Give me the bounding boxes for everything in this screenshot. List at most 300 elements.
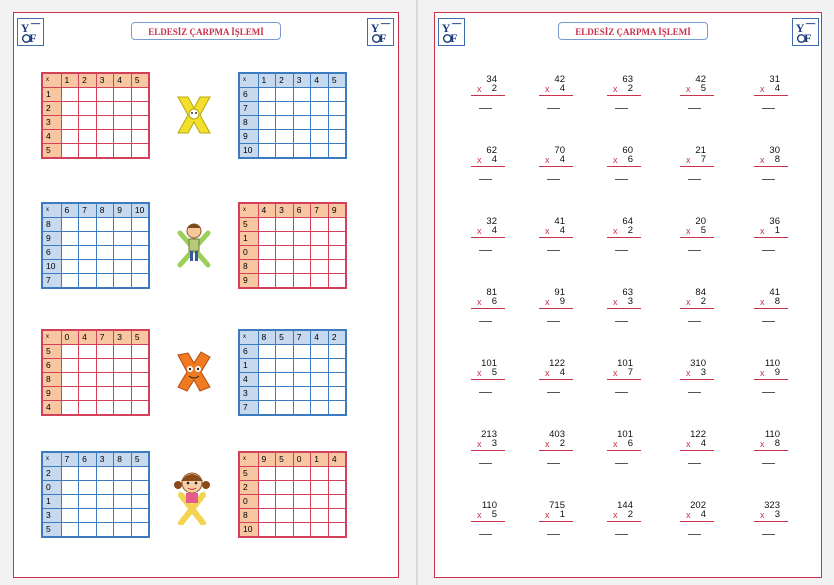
grid-answer-cell[interactable] <box>293 523 311 538</box>
grid-answer-cell[interactable] <box>61 88 79 102</box>
grid-answer-cell[interactable] <box>114 373 132 387</box>
multiply-sign: x <box>760 510 765 520</box>
grid-answer-cell[interactable] <box>79 102 97 116</box>
multiplicand: 34 <box>486 74 497 85</box>
grid-answer-cell[interactable] <box>328 116 346 130</box>
grid-answer-cell[interactable] <box>131 509 149 523</box>
grid-answer-cell[interactable] <box>131 467 149 481</box>
grid-answer-cell[interactable] <box>96 88 114 102</box>
grid-answer-cell[interactable] <box>61 373 79 387</box>
grid-answer-cell[interactable] <box>131 373 149 387</box>
grid-answer-cell[interactable] <box>328 401 346 416</box>
grid-row-header: 5 <box>239 218 258 232</box>
problem-line <box>471 83 505 96</box>
grid-answer-cell[interactable] <box>311 509 329 523</box>
grid-answer-cell[interactable] <box>293 260 311 274</box>
grid-column-header: 7 <box>311 203 329 218</box>
grid-answer-cell[interactable] <box>61 144 79 159</box>
grid-answer-cell[interactable] <box>61 387 79 401</box>
grid-answer-cell[interactable] <box>328 523 346 538</box>
grid-answer-cell[interactable] <box>131 481 149 495</box>
grid-answer-cell[interactable] <box>276 88 294 102</box>
grid-answer-cell[interactable] <box>114 274 132 289</box>
grid-answer-cell[interactable] <box>293 467 311 481</box>
grid-answer-cell[interactable] <box>61 218 79 232</box>
grid-column-header: 3 <box>96 73 114 88</box>
multiplier: 3 <box>491 438 497 449</box>
grid-answer-cell[interactable] <box>276 102 294 116</box>
grid-answer-cell[interactable] <box>61 116 79 130</box>
multiplication-problem <box>674 429 714 473</box>
grid-answer-cell[interactable] <box>79 359 97 373</box>
grid-answer-cell[interactable] <box>61 260 79 274</box>
answer-blank[interactable] <box>615 179 628 180</box>
grid-answer-cell[interactable] <box>311 495 329 509</box>
grid-answer-cell[interactable] <box>328 144 346 159</box>
answer-blank[interactable] <box>479 463 492 464</box>
problem-line <box>607 296 641 309</box>
grid-answer-cell[interactable] <box>114 88 132 102</box>
multiply-sign: x <box>477 439 482 449</box>
grid-answer-cell[interactable] <box>79 345 97 359</box>
grid-answer-cell[interactable] <box>276 260 294 274</box>
grid-answer-cell[interactable] <box>258 116 276 130</box>
grid-answer-cell[interactable] <box>96 467 114 481</box>
answer-blank[interactable] <box>688 179 701 180</box>
grid-answer-cell[interactable] <box>293 144 311 159</box>
answer-blank[interactable] <box>479 321 492 322</box>
svg-text:Y: Y <box>795 21 805 35</box>
grid-answer-cell[interactable] <box>131 130 149 144</box>
grid-answer-cell[interactable] <box>276 523 294 538</box>
grid-column-header: 3 <box>114 330 132 345</box>
answer-blank[interactable] <box>762 108 775 109</box>
problem-line <box>471 154 505 167</box>
grid-answer-cell[interactable] <box>328 130 346 144</box>
grid-answer-cell[interactable] <box>131 232 149 246</box>
grid-answer-cell[interactable] <box>258 144 276 159</box>
grid-answer-cell[interactable] <box>61 274 79 289</box>
answer-blank[interactable] <box>547 534 560 535</box>
grid-answer-cell[interactable] <box>79 481 97 495</box>
grid-column-header: 7 <box>79 203 97 218</box>
grid-answer-cell[interactable] <box>258 387 276 401</box>
answer-blank[interactable] <box>688 392 701 393</box>
grid-answer-cell[interactable] <box>79 387 97 401</box>
grid-column-header: 4 <box>114 73 132 88</box>
grid-row-header: 3 <box>42 116 61 130</box>
answer-blank[interactable] <box>762 534 775 535</box>
grid-answer-cell[interactable] <box>328 495 346 509</box>
grid-answer-cell[interactable] <box>79 260 97 274</box>
multiplication-problem <box>533 145 573 189</box>
answer-blank[interactable] <box>762 321 775 322</box>
multiplier: 1 <box>559 509 565 520</box>
grid-answer-cell[interactable] <box>293 130 311 144</box>
answer-blank[interactable] <box>547 463 560 464</box>
grid-answer-cell[interactable] <box>114 130 132 144</box>
grid-answer-cell[interactable] <box>276 373 294 387</box>
grid-answer-cell[interactable] <box>276 218 294 232</box>
grid-answer-cell[interactable] <box>131 246 149 260</box>
grid-answer-cell[interactable] <box>79 401 97 416</box>
grid-answer-cell[interactable] <box>96 116 114 130</box>
grid-answer-cell[interactable] <box>114 359 132 373</box>
grid-answer-cell[interactable] <box>114 218 132 232</box>
multiplication-problem <box>465 287 505 331</box>
grid-answer-cell[interactable] <box>258 523 276 538</box>
grid-answer-cell[interactable] <box>276 246 294 260</box>
grid-answer-cell[interactable] <box>96 359 114 373</box>
multiply-sign: x <box>760 84 765 94</box>
grid-answer-cell[interactable] <box>96 232 114 246</box>
grid-answer-cell[interactable] <box>311 260 329 274</box>
multiplier: 3 <box>700 367 706 378</box>
answer-blank[interactable] <box>762 463 775 464</box>
grid-answer-cell[interactable] <box>96 509 114 523</box>
answer-blank[interactable] <box>547 250 560 251</box>
grid-answer-cell[interactable] <box>258 88 276 102</box>
problem-line <box>680 367 714 380</box>
grid-answer-cell[interactable] <box>61 130 79 144</box>
grid-column-header: 8 <box>258 330 276 345</box>
grid-answer-cell[interactable] <box>293 387 311 401</box>
multiplier: 1 <box>774 225 780 236</box>
answer-blank[interactable] <box>615 392 628 393</box>
grid-answer-cell[interactable] <box>96 495 114 509</box>
grid-answer-cell[interactable] <box>96 102 114 116</box>
grid-row-header: 5 <box>239 467 258 481</box>
grid-answer-cell[interactable] <box>114 401 132 416</box>
grid-corner-symbol: x <box>239 330 258 345</box>
grid-answer-cell[interactable] <box>79 116 97 130</box>
grid-answer-cell[interactable] <box>131 88 149 102</box>
grid-answer-cell[interactable] <box>96 260 114 274</box>
grid-answer-cell[interactable] <box>293 102 311 116</box>
grid-answer-cell[interactable] <box>276 509 294 523</box>
answer-blank[interactable] <box>615 321 628 322</box>
grid-answer-cell[interactable] <box>276 232 294 246</box>
grid-answer-cell[interactable] <box>96 373 114 387</box>
multiplication-grid <box>238 329 347 416</box>
grid-answer-cell[interactable] <box>276 345 294 359</box>
grid-answer-cell[interactable] <box>311 130 329 144</box>
grid-answer-cell[interactable] <box>311 88 329 102</box>
answer-blank[interactable] <box>479 250 492 251</box>
grid-answer-cell[interactable] <box>276 481 294 495</box>
grid-answer-cell[interactable] <box>276 116 294 130</box>
grid-answer-cell[interactable] <box>79 144 97 159</box>
answer-blank[interactable] <box>547 179 560 180</box>
grid-answer-cell[interactable] <box>311 102 329 116</box>
grid-answer-cell[interactable] <box>114 102 132 116</box>
grid-answer-cell[interactable] <box>311 144 329 159</box>
grid-answer-cell[interactable] <box>276 467 294 481</box>
grid-row-header: 5 <box>42 523 61 538</box>
grid-answer-cell[interactable] <box>61 401 79 416</box>
grid-answer-cell[interactable] <box>311 481 329 495</box>
grid-answer-cell[interactable] <box>131 345 149 359</box>
grid-answer-cell[interactable] <box>131 274 149 289</box>
multiplicand: 31 <box>769 74 780 85</box>
grid-answer-cell[interactable] <box>311 373 329 387</box>
grid-answer-cell[interactable] <box>276 144 294 159</box>
answer-blank[interactable] <box>762 250 775 251</box>
grid-answer-cell[interactable] <box>258 401 276 416</box>
grid-answer-cell[interactable] <box>114 481 132 495</box>
answer-blank[interactable] <box>762 179 775 180</box>
grid-answer-cell[interactable] <box>293 495 311 509</box>
grid-answer-cell[interactable] <box>311 218 329 232</box>
grid-answer-cell[interactable] <box>114 116 132 130</box>
grid-answer-cell[interactable] <box>79 218 97 232</box>
grid-answer-cell[interactable] <box>293 345 311 359</box>
grid-answer-cell[interactable] <box>276 495 294 509</box>
grid-answer-cell[interactable] <box>311 232 329 246</box>
grid-answer-cell[interactable] <box>114 523 132 538</box>
grid-answer-cell[interactable] <box>61 345 79 359</box>
grid-answer-cell[interactable] <box>61 509 79 523</box>
grid-answer-cell[interactable] <box>114 467 132 481</box>
grid-answer-cell[interactable] <box>79 274 97 289</box>
problem-line <box>754 509 788 522</box>
answer-blank[interactable] <box>547 108 560 109</box>
grid-answer-cell[interactable] <box>311 116 329 130</box>
grid-answer-cell[interactable] <box>258 102 276 116</box>
grid-answer-cell[interactable] <box>114 495 132 509</box>
answer-blank[interactable] <box>479 179 492 180</box>
grid-answer-cell[interactable] <box>79 509 97 523</box>
grid-answer-cell[interactable] <box>328 373 346 387</box>
grid-answer-cell[interactable] <box>131 102 149 116</box>
multiplicand: 202 <box>690 500 706 511</box>
answer-blank[interactable] <box>615 250 628 251</box>
grid-answer-cell[interactable] <box>79 130 97 144</box>
grid-answer-cell[interactable] <box>61 523 79 538</box>
grid-row-header: 0 <box>239 495 258 509</box>
grid-answer-cell[interactable] <box>131 523 149 538</box>
grid-answer-cell[interactable] <box>114 387 132 401</box>
grid-answer-cell[interactable] <box>114 144 132 159</box>
grid-answer-cell[interactable] <box>311 387 329 401</box>
grid-column-header: 5 <box>131 452 149 467</box>
grid-answer-cell[interactable] <box>258 467 276 481</box>
grid-answer-cell[interactable] <box>131 144 149 159</box>
grid-answer-cell[interactable] <box>276 274 294 289</box>
grid-answer-cell[interactable] <box>258 218 276 232</box>
grid-answer-cell[interactable] <box>61 246 79 260</box>
grid-answer-cell[interactable] <box>328 359 346 373</box>
multiplication-problem <box>465 429 505 473</box>
answer-blank[interactable] <box>688 108 701 109</box>
multiplier: 2 <box>627 509 633 520</box>
grid-answer-cell[interactable] <box>293 274 311 289</box>
grid-answer-cell[interactable] <box>258 495 276 509</box>
grid-row-header: 3 <box>42 509 61 523</box>
grid-answer-cell[interactable] <box>328 232 346 246</box>
grid-answer-cell[interactable] <box>276 130 294 144</box>
multiplicand: 42 <box>695 74 706 85</box>
answer-blank[interactable] <box>688 321 701 322</box>
grid-answer-cell[interactable] <box>114 246 132 260</box>
multiplier: 9 <box>774 367 780 378</box>
logo-icon <box>17 18 44 46</box>
grid-answer-cell[interactable] <box>328 88 346 102</box>
answer-blank[interactable] <box>688 250 701 251</box>
grid-column-header: 9 <box>258 452 276 467</box>
grid-answer-cell[interactable] <box>96 218 114 232</box>
grid-answer-cell[interactable] <box>311 523 329 538</box>
multiply-sign: x <box>613 84 618 94</box>
grid-answer-cell[interactable] <box>311 246 329 260</box>
problem-line <box>607 438 641 451</box>
grid-column-header: 8 <box>114 452 132 467</box>
grid-answer-cell[interactable] <box>276 359 294 373</box>
grid-answer-cell[interactable] <box>276 401 294 416</box>
grid-answer-cell[interactable] <box>114 509 132 523</box>
grid-answer-cell[interactable] <box>96 130 114 144</box>
answer-blank[interactable] <box>479 108 492 109</box>
answer-blank[interactable] <box>479 534 492 535</box>
answer-blank[interactable] <box>615 108 628 109</box>
problem-line <box>754 438 788 451</box>
grid-answer-cell[interactable] <box>293 401 311 416</box>
grid-answer-cell[interactable] <box>96 274 114 289</box>
grid-answer-cell[interactable] <box>79 373 97 387</box>
logo-icon <box>438 18 465 46</box>
grid-answer-cell[interactable] <box>258 246 276 260</box>
grid-answer-cell[interactable] <box>258 232 276 246</box>
grid-answer-cell[interactable] <box>311 467 329 481</box>
grid-answer-cell[interactable] <box>79 523 97 538</box>
grid-answer-cell[interactable] <box>96 387 114 401</box>
grid-answer-cell[interactable] <box>293 232 311 246</box>
multiplicand: 36 <box>769 216 780 227</box>
grid-answer-cell[interactable] <box>79 232 97 246</box>
grid-answer-cell[interactable] <box>258 130 276 144</box>
grid-answer-cell[interactable] <box>293 481 311 495</box>
grid-answer-cell[interactable] <box>328 246 346 260</box>
grid-answer-cell[interactable] <box>328 274 346 289</box>
logo-icon <box>792 18 819 46</box>
multiplier: 4 <box>491 225 497 236</box>
grid-answer-cell[interactable] <box>131 401 149 416</box>
grid-answer-cell[interactable] <box>293 88 311 102</box>
answer-blank[interactable] <box>479 392 492 393</box>
grid-answer-cell[interactable] <box>61 232 79 246</box>
grid-answer-cell[interactable] <box>79 246 97 260</box>
grid-answer-cell[interactable] <box>293 373 311 387</box>
grid-answer-cell[interactable] <box>131 359 149 373</box>
grid-answer-cell[interactable] <box>328 345 346 359</box>
grid-answer-cell[interactable] <box>311 401 329 416</box>
problem-line <box>607 509 641 522</box>
multiplicand: 144 <box>617 500 633 511</box>
grid-answer-cell[interactable] <box>328 387 346 401</box>
grid-answer-cell[interactable] <box>258 359 276 373</box>
grid-answer-cell[interactable] <box>328 260 346 274</box>
answer-blank[interactable] <box>615 463 628 464</box>
grid-column-header: 6 <box>79 452 97 467</box>
grid-answer-cell[interactable] <box>131 116 149 130</box>
grid-answer-cell[interactable] <box>258 509 276 523</box>
multiplier: 5 <box>700 83 706 94</box>
grid-answer-cell[interactable] <box>96 246 114 260</box>
grid-answer-cell[interactable] <box>328 509 346 523</box>
problem-line <box>680 438 714 451</box>
answer-blank[interactable] <box>688 534 701 535</box>
grid-answer-cell[interactable] <box>293 359 311 373</box>
grid-answer-cell[interactable] <box>114 232 132 246</box>
grid-answer-cell[interactable] <box>311 345 329 359</box>
svg-text:F: F <box>379 31 387 45</box>
grid-answer-cell[interactable] <box>79 495 97 509</box>
answer-blank[interactable] <box>688 463 701 464</box>
grid-corner-symbol: x <box>239 73 258 88</box>
grid-answer-cell[interactable] <box>96 345 114 359</box>
grid-answer-cell[interactable] <box>114 345 132 359</box>
grid-answer-cell[interactable] <box>293 116 311 130</box>
grid-answer-cell[interactable] <box>328 467 346 481</box>
answer-blank[interactable] <box>762 392 775 393</box>
grid-answer-cell[interactable] <box>131 218 149 232</box>
grid-answer-cell[interactable] <box>61 102 79 116</box>
grid-row-header: 0 <box>42 481 61 495</box>
multiplier: 3 <box>774 509 780 520</box>
grid-answer-cell[interactable] <box>96 144 114 159</box>
grid-corner-symbol: x <box>239 203 258 218</box>
grid-answer-cell[interactable] <box>293 246 311 260</box>
multiplication-problem <box>674 358 714 402</box>
grid-answer-cell[interactable] <box>258 274 276 289</box>
grid-answer-cell[interactable] <box>131 260 149 274</box>
grid-answer-cell[interactable] <box>79 467 97 481</box>
grid-answer-cell[interactable] <box>96 481 114 495</box>
grid-column-header: 5 <box>131 73 149 88</box>
grid-row-header: 6 <box>239 345 258 359</box>
grid-answer-cell[interactable] <box>328 218 346 232</box>
grid-answer-cell[interactable] <box>276 387 294 401</box>
multiplication-problem <box>601 500 641 544</box>
multiplication-problem <box>533 287 573 331</box>
grid-answer-cell[interactable] <box>258 345 276 359</box>
grid-answer-cell[interactable] <box>61 467 79 481</box>
grid-answer-cell[interactable] <box>258 373 276 387</box>
grid-answer-cell[interactable] <box>258 260 276 274</box>
grid-answer-cell[interactable] <box>61 495 79 509</box>
grid-answer-cell[interactable] <box>293 509 311 523</box>
grid-answer-cell[interactable] <box>61 481 79 495</box>
answer-blank[interactable] <box>547 392 560 393</box>
multiplier: 4 <box>559 367 565 378</box>
grid-answer-cell[interactable] <box>114 260 132 274</box>
grid-answer-cell[interactable] <box>311 359 329 373</box>
grid-answer-cell[interactable] <box>96 523 114 538</box>
grid-answer-cell[interactable] <box>328 102 346 116</box>
grid-answer-cell[interactable] <box>61 359 79 373</box>
answer-blank[interactable] <box>547 321 560 322</box>
grid-answer-cell[interactable] <box>96 401 114 416</box>
grid-answer-cell[interactable] <box>311 274 329 289</box>
grid-answer-cell[interactable] <box>293 218 311 232</box>
grid-answer-cell[interactable] <box>328 481 346 495</box>
answer-blank[interactable] <box>615 534 628 535</box>
grid-answer-cell[interactable] <box>258 481 276 495</box>
multiplicand: 213 <box>481 429 497 440</box>
grid-answer-cell[interactable] <box>131 495 149 509</box>
grid-answer-cell[interactable] <box>131 387 149 401</box>
grid-answer-cell[interactable] <box>79 88 97 102</box>
